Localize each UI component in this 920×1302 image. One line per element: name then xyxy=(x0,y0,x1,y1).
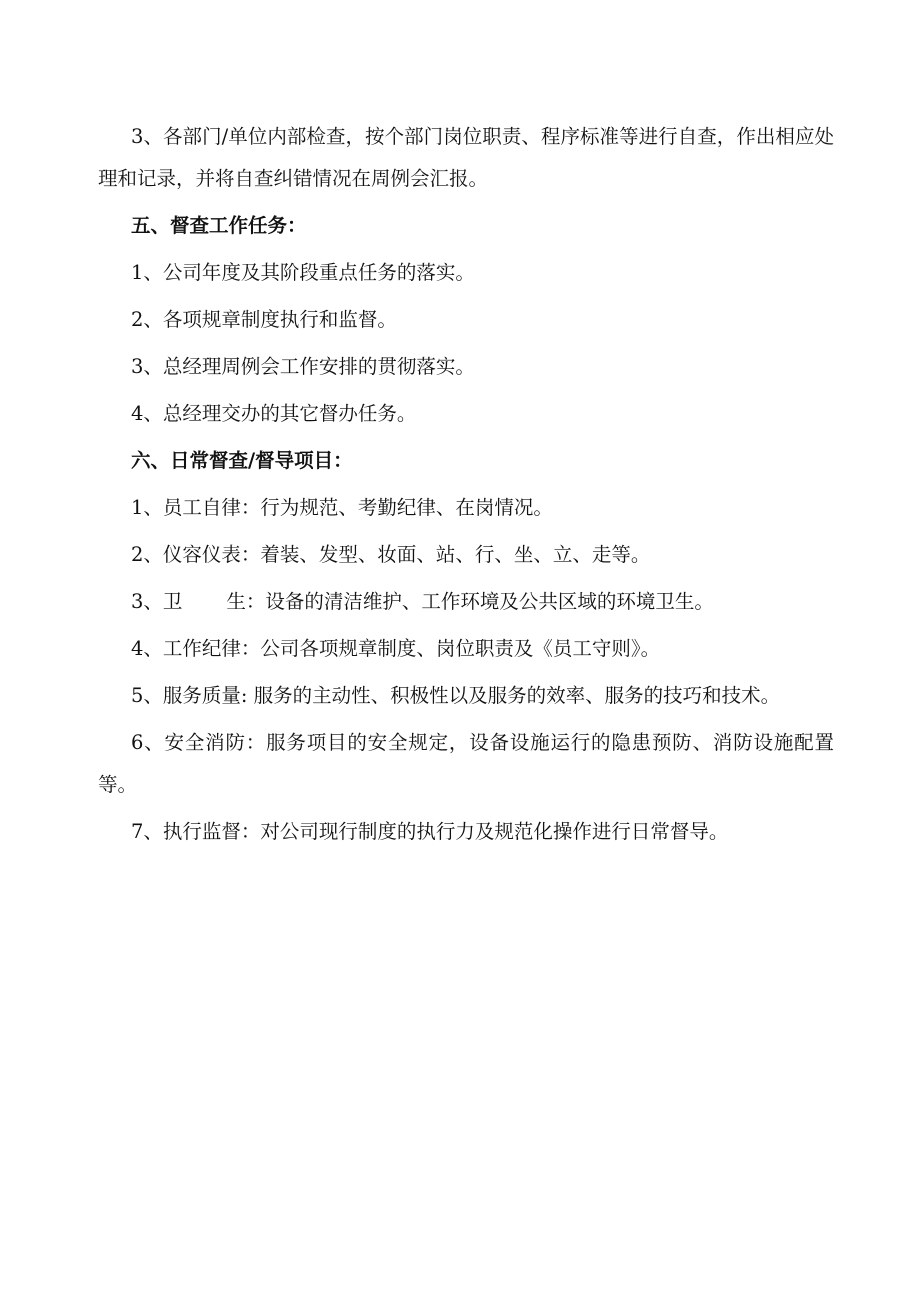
list-item: 2、各项规章制度执行和监督。 xyxy=(131,308,397,331)
hygiene-label-part2: 生：设备的清洁维护、工作环境及公共区域的环境卫生。 xyxy=(226,590,714,613)
paragraph-inspection-self-check: 3、各部门/单位内部检查，按个部门岗位职责、程序标准等进行自查，作出相应处理和记录，并将自查纠错情况在周例会汇报。 xyxy=(98,125,834,190)
list-item: 6、安全消防：服务项目的安全规定，设备设施运行的隐患预防、消防设施配置等。 xyxy=(98,731,834,796)
section-heading-daily-supervision: 六、日常督查/督导项目： xyxy=(131,449,353,472)
hygiene-label-part1: 3、卫 xyxy=(131,590,183,613)
list-item: 5、服务质量: 服务的主动性、积极性以及服务的效率、服务的技巧和技术。 xyxy=(131,684,781,707)
list-item: 3、总经理周例会工作安排的贯彻落实。 xyxy=(131,355,475,378)
list-item: 4、工作纪律：公司各项规章制度、岗位职责及《员工守则》。 xyxy=(131,637,661,660)
list-item-hygiene xyxy=(98,581,834,623)
list-item: 7、执行监督：对公司现行制度的执行力及规范化操作进行日常督导。 xyxy=(131,820,729,843)
list-item: 2、仪容仪表：着装、发型、妆面、站、行、坐、立、走等。 xyxy=(131,543,651,566)
section-heading-supervision-tasks: 五、督查工作任务： xyxy=(131,214,307,237)
list-item: 4、总经理交办的其它督办任务。 xyxy=(131,402,417,425)
list-item: 1、员工自律：行为规范、考勤纪律、在岗情况。 xyxy=(131,496,553,519)
document-body xyxy=(98,116,834,858)
list-item: 1、公司年度及其阶段重点任务的落实。 xyxy=(131,261,475,284)
